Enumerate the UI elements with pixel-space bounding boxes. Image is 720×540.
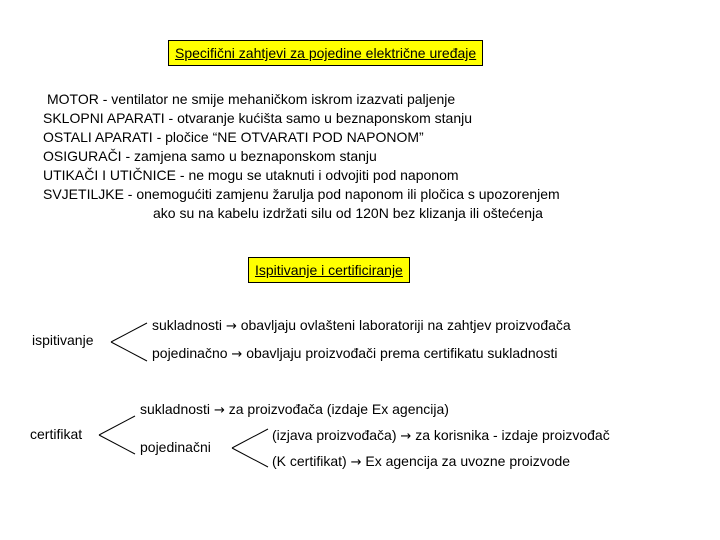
arrow-icon: → xyxy=(350,455,362,470)
requirement-utikaci: UTIKAČI I UTIČNICE - ne mogu se utaknuti i odvojiti pod naponom xyxy=(43,167,459,183)
ispitivanje-pojedinacno-text: obavljaju proizvođači prema certifikatu sukladnosti xyxy=(246,345,558,361)
certifikat-sukladnosti-row xyxy=(140,401,449,418)
section-title: Ispitivanje i certificiranje xyxy=(248,257,410,283)
requirement-motor: MOTOR - ventilator ne smije mehaničkom iskrom izazvati paljenje xyxy=(47,91,456,107)
ispitivanje-pojedinacno-term: pojedinačno xyxy=(152,345,228,361)
pojedinacni-izjava-term: (izjava proizvođača) xyxy=(272,427,397,443)
page-title: Specifični zahtjevi za pojedine električne uređaje xyxy=(168,40,483,66)
ispitivanje-sukladnosti-row xyxy=(152,317,571,334)
requirement-sklopni-aparati: SKLOPNI APARATI - otvaranje kućišta samo u beznaponskom stanju xyxy=(43,110,473,126)
requirement-osiguraci: OSIGURAČI - zamjena samo u beznaponskom stanju xyxy=(43,148,377,164)
certifikat-branch-lines xyxy=(99,415,139,455)
requirement-ostali-aparati: OSTALI APARATI - pločice “NE OTVARATI POD NAPONOM” xyxy=(43,129,424,145)
pojedinacni-izjava-text: za korisnika - izdaje proizvođač xyxy=(415,427,610,443)
ispitivanje-sukladnosti-term: sukladnosti xyxy=(152,317,223,333)
certifikat-pojedinacni-term: pojedinačni xyxy=(140,439,211,455)
certifikat-sukladnosti-term: sukladnosti xyxy=(140,401,211,417)
pojedinacni-branch-lines xyxy=(232,428,272,468)
requirement-svjetiljke: SVJETILJKE - onemogućiti zamjenu žarulja pod naponom ili pločica s upozorenjem xyxy=(43,186,560,202)
arrow-icon: → xyxy=(213,403,225,418)
arrow-icon: → xyxy=(225,319,237,334)
ispitivanje-pojedinacno-row xyxy=(152,345,557,362)
pojedinacni-izjava-row xyxy=(272,427,610,444)
certifikat-sukladnosti-text: za proizvođača (izdaje Ex agencija) xyxy=(228,401,449,417)
pojedinacni-k-certifikat-term: (K certifikat) xyxy=(272,453,347,469)
pojedinacni-k-certifikat-text: Ex agencija za uvozne proizvode xyxy=(365,453,571,469)
ispitivanje-branch-lines xyxy=(111,322,151,362)
arrow-icon: → xyxy=(400,429,412,444)
requirement-svjetiljke-continued: ako su na kabelu izdržati silu od 120N bez klizanja ili oštećenja xyxy=(153,205,543,221)
arrow-icon: → xyxy=(231,347,243,362)
pojedinacni-k-certifikat-row xyxy=(272,453,570,470)
ispitivanje-sukladnosti-text: obavljaju ovlašteni laboratoriji na zahtjev proizvođača xyxy=(240,317,571,333)
certifikat-label: certifikat xyxy=(30,426,83,442)
ispitivanje-label: ispitivanje xyxy=(32,332,94,348)
